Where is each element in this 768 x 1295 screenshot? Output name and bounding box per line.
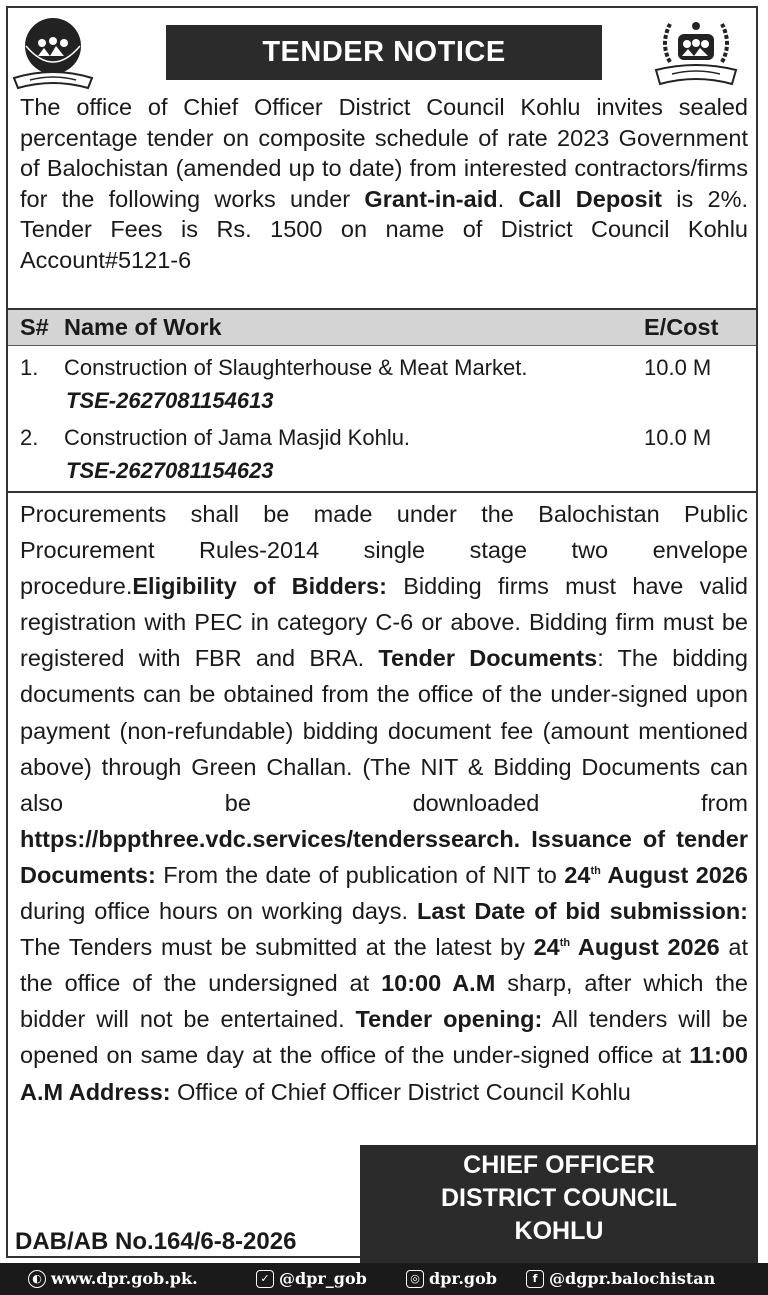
tender-search-link[interactable]: https://bppthree.vdc.services/tenderssearch. — [20, 825, 521, 852]
instagram-icon: ◎ — [406, 1270, 424, 1288]
date-day: 24 — [533, 934, 560, 961]
body-text: during office hours on working days. — [20, 898, 418, 925]
footer-website[interactable] — [28, 1269, 198, 1288]
row-serial: 1. — [20, 355, 39, 380]
row-work: Construction of Slaughterhouse & Meat Market. — [64, 355, 528, 380]
footer-bar — [0, 1263, 768, 1295]
body-text: The Tenders must be submitted at the latest by — [20, 934, 534, 961]
intro-text: The office of Chief Officer District Council Kohlu invites sealed percentage tender on composite schedule of rate 2023 Government of Balochistan (amended up to date) from interested contractors/firms for the following works under — [20, 94, 748, 212]
intro-text: is 2%. Tender Fees is Rs. 1500 on name of District Council Kohlu Account#5121-6 — [20, 185, 748, 273]
procurement-details — [20, 496, 748, 1110]
intro-paragraph — [20, 92, 748, 275]
signature-title: CHIEF OFFICER — [463, 1151, 655, 1179]
date-suffix: th — [559, 937, 571, 950]
intro-text: . — [497, 185, 519, 212]
body-text: at the office of the undersigned at — [20, 934, 748, 997]
body-text: Bidding firms must have valid registration with PEC in category C-6 or above. Bidding firm must be registered with FBR and BRA. — [20, 573, 748, 672]
footer-facebook[interactable] — [526, 1269, 715, 1288]
notice-title: TENDER NOTICE — [166, 25, 602, 80]
tender-documents-label: Tender Documents — [378, 645, 598, 672]
eligibility-label: Eligibility of Bidders: — [132, 573, 387, 600]
works-table — [8, 308, 756, 493]
footer-twitter[interactable] — [256, 1269, 367, 1288]
body-text: sharp, after which the bidder will not be entertained. — [20, 970, 749, 1033]
signature-location: KOHLU — [514, 1217, 604, 1245]
twitter-handle[interactable]: @dpr_gob — [279, 1269, 367, 1288]
header-serial: S# — [20, 314, 49, 340]
body-text: All tenders will be opened on same day at the office of the under-signed office at — [20, 1006, 748, 1069]
row-work: Construction of Jama Masjid Kohlu. — [64, 425, 411, 450]
tender-opening-label: Tender opening: — [355, 1006, 543, 1033]
issuance-deadline — [564, 862, 748, 888]
globe-icon: ◐ — [28, 1270, 46, 1288]
address-text: Office of Chief Officer District Council Kohlu — [170, 1078, 631, 1105]
issuance-label: Issuance of tender Documents: — [20, 825, 748, 888]
submission-time: 10:00 A.M — [381, 970, 496, 997]
header-work: Name of Work — [64, 314, 222, 340]
balochistan-emblem-left — [12, 16, 94, 92]
call-deposit-label: Call Deposit — [518, 185, 662, 212]
date-month-year: August 2026 — [600, 861, 748, 888]
row-tse-number: TSE-2627081154613 — [66, 388, 274, 413]
last-date-label: Last Date of bid submission: — [417, 898, 749, 925]
row-tse-number: TSE-2627081154623 — [66, 458, 274, 483]
date-suffix: th — [590, 865, 601, 878]
submission-deadline — [534, 934, 720, 960]
row-serial: 2. — [20, 425, 39, 450]
date-month-year: August 2026 — [570, 934, 720, 961]
row-cost: 10.0 M — [644, 425, 712, 450]
instagram-handle[interactable]: dpr.gob — [429, 1269, 497, 1288]
header-cost: E/Cost — [644, 314, 719, 340]
twitter-icon: ✓ — [256, 1270, 274, 1288]
website-link[interactable]: www.dpr.gob.pk. — [51, 1269, 198, 1288]
facebook-icon: f — [526, 1270, 544, 1288]
signature-office: DISTRICT COUNCIL — [440, 1184, 678, 1212]
table-header — [8, 310, 756, 346]
grant-in-aid-label: Grant-in-aid — [364, 185, 498, 212]
opening-time: 11:00 A.M — [20, 1042, 748, 1105]
government-seal-right — [650, 14, 742, 90]
facebook-handle[interactable]: @dgpr.balochistan — [549, 1269, 716, 1288]
reference-number: DAB/AB No.164/6-8-2026 — [15, 1228, 297, 1255]
date-day: 24 — [564, 861, 591, 888]
body-text: From the date of publication of NIT to — [155, 861, 565, 888]
body-text: Procurements shall be made under the Balochistan Public Procurement Rules-2014 single stage two envelope procedure. — [20, 501, 748, 600]
row-cost: 10.0 M — [644, 355, 712, 380]
address-label: Address: — [63, 1078, 171, 1105]
body-text: : The bidding documents can be obtained from the office of the under-signed upon payment (non-refundable) bidding document fee (amount mentioned above) through Green Challan. (The NIT & Bidding Documents can also be downloaded from — [20, 645, 748, 816]
signature-block — [360, 1145, 758, 1263]
footer-instagram[interactable] — [406, 1269, 497, 1288]
